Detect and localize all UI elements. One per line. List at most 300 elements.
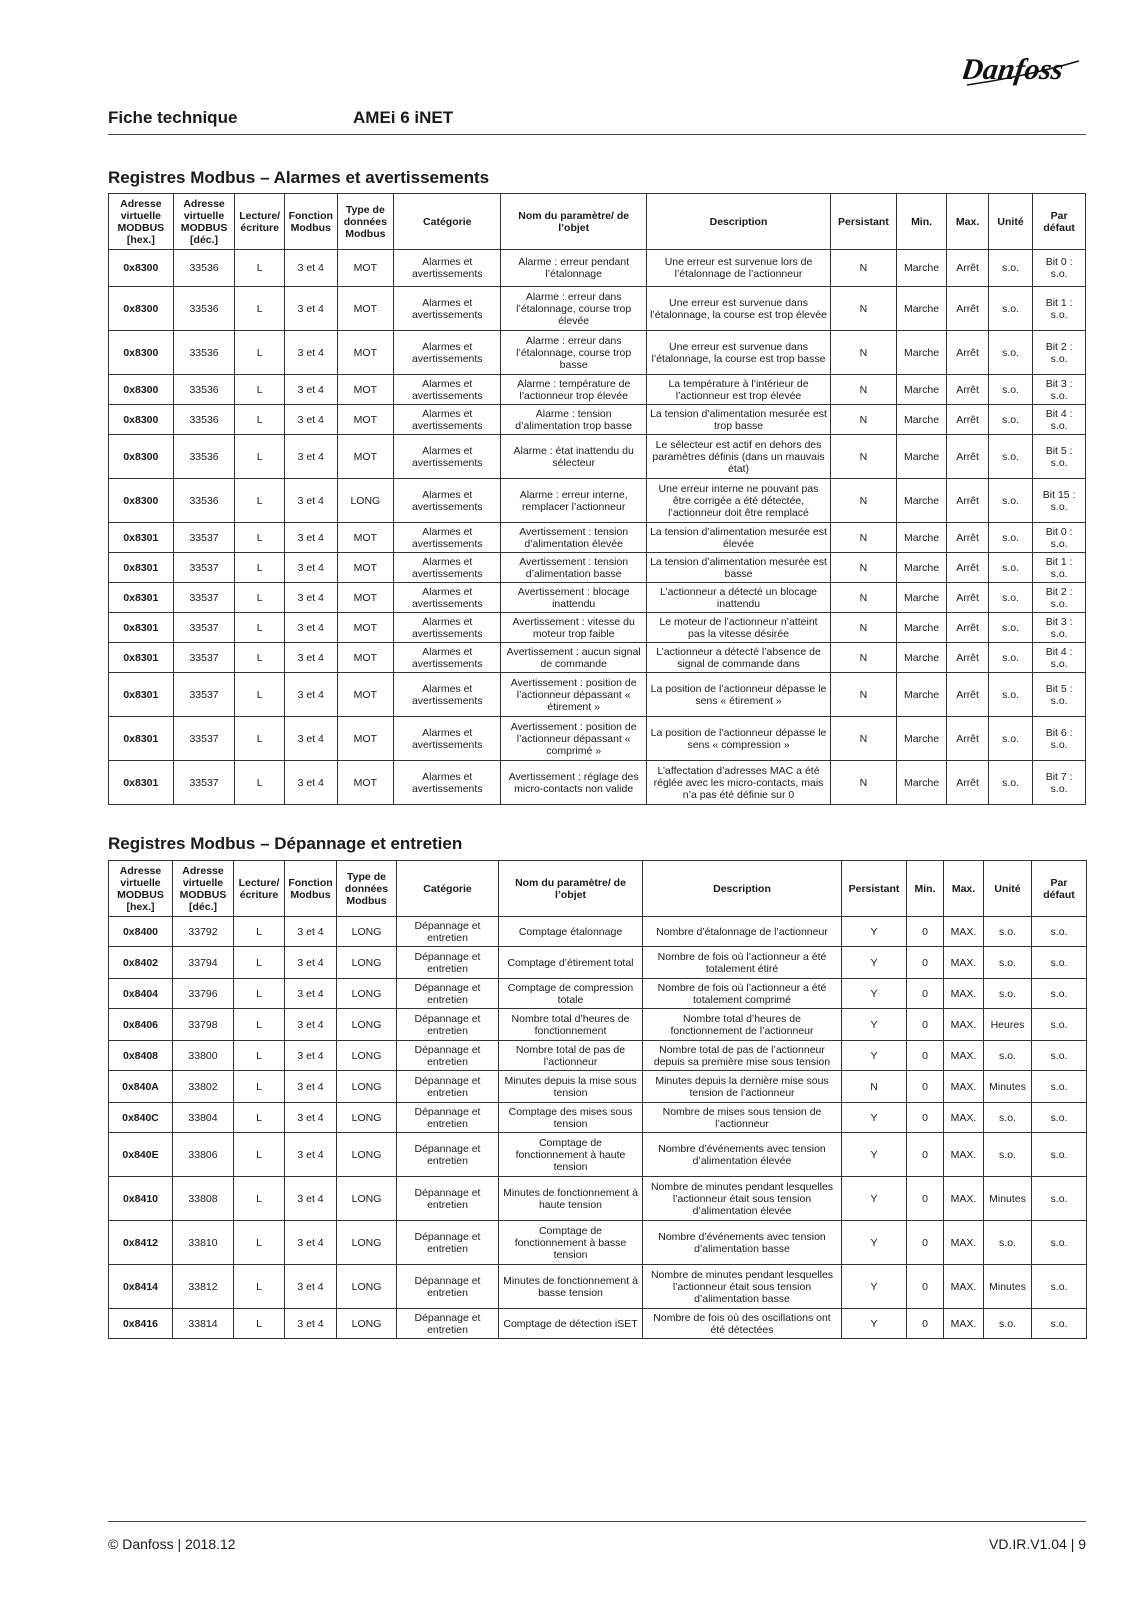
cell-modbus-function: 3 et 4: [285, 1071, 337, 1103]
col-header-addr-hex: Adresse virtuelle MODBUS [hex.]: [109, 194, 174, 250]
cell-max: MAX.: [944, 1103, 984, 1133]
cell-data-type: MOT: [337, 375, 394, 405]
table-row: [109, 250, 1086, 287]
cell-category: Dépannage et entretien: [397, 1009, 499, 1041]
cell-default: s.o.: [1032, 1177, 1087, 1221]
cell-default: Bit 3 : s.o.: [1033, 375, 1086, 405]
col-header-data-type: Type de données Modbus: [337, 194, 394, 250]
cell-min: 0: [907, 1309, 944, 1339]
cell-category: Alarmes et avertissements: [394, 479, 501, 523]
cell-description: Une erreur est survenue dans l’étalonnage, la course est trop élevée: [646, 287, 830, 331]
cell-default: s.o.: [1032, 917, 1087, 947]
cell-persistent: N: [831, 717, 897, 761]
cell-description: Nombre de minutes pendant lesquelles l’actionneur était sous tension d’alimentation élevée: [643, 1177, 842, 1221]
cell-modbus-function: 3 et 4: [284, 479, 337, 523]
cell-min: Marche: [896, 375, 947, 405]
cell-addr-dec: 33804: [173, 1103, 234, 1133]
cell-default: s.o.: [1032, 1309, 1087, 1339]
cell-modbus-function: 3 et 4: [284, 613, 337, 643]
cell-description: Nombre total de pas de l’actionneur depuis sa première mise sous tension: [643, 1041, 842, 1071]
cell-parameter-name: Comptage de détection iSET: [499, 1309, 643, 1339]
cell-max: MAX.: [944, 947, 984, 979]
cell-read-write: L: [235, 250, 285, 287]
cell-modbus-function: 3 et 4: [285, 1009, 337, 1041]
cell-addr-hex: 0x8301: [109, 583, 174, 613]
cell-addr-dec: 33808: [173, 1177, 234, 1221]
cell-addr-dec: 33536: [173, 405, 235, 435]
cell-default: Bit 15 : s.o.: [1033, 479, 1086, 523]
cell-data-type: MOT: [337, 673, 394, 717]
cell-parameter-name: Comptage de fonctionnement à haute tension: [499, 1133, 643, 1177]
cell-parameter-name: Avertissement : position de l’actionneur dépassant « comprimé »: [501, 717, 647, 761]
cell-unit: s.o.: [988, 643, 1033, 673]
cell-addr-dec: 33810: [173, 1221, 234, 1265]
cell-parameter-name: Avertissement : position de l’actionneur dépassant « étirement »: [501, 673, 647, 717]
cell-max: MAX.: [944, 1265, 984, 1309]
cell-min: Marche: [896, 717, 947, 761]
cell-modbus-function: 3 et 4: [285, 1309, 337, 1339]
cell-category: Alarmes et avertissements: [394, 643, 501, 673]
cell-read-write: L: [235, 405, 285, 435]
cell-data-type: MOT: [337, 553, 394, 583]
cell-category: Alarmes et avertissements: [394, 761, 501, 805]
cell-data-type: LONG: [337, 1265, 397, 1309]
section1-title: Registres Modbus – Alarmes et avertissements: [108, 168, 490, 187]
cell-max: Arrêt: [947, 479, 988, 523]
cell-description: Une erreur est survenue lors de l’étalonnage de l’actionneur: [646, 250, 830, 287]
cell-addr-dec: 33806: [173, 1133, 234, 1177]
col-header-min: Min.: [907, 861, 944, 917]
cell-min: Marche: [896, 643, 947, 673]
table-row: [109, 1103, 1087, 1133]
cell-data-type: LONG: [337, 917, 397, 947]
cell-category: Alarmes et avertissements: [394, 717, 501, 761]
table-row: [109, 673, 1086, 717]
cell-description: Nombre d’événements avec tension d’alimentation basse: [643, 1221, 842, 1265]
cell-read-write: L: [234, 1309, 285, 1339]
cell-min: 0: [907, 917, 944, 947]
cell-addr-hex: 0x8408: [109, 1041, 173, 1071]
cell-read-write: L: [235, 331, 285, 375]
cell-data-type: LONG: [337, 1309, 397, 1339]
cell-description: Le moteur de l’actionneur n’atteint pas la vitesse désirée: [646, 613, 830, 643]
cell-addr-dec: 33537: [173, 643, 235, 673]
col-header-read-write: Lecture/ écriture: [235, 194, 285, 250]
cell-description: La position de l’actionneur dépasse le sens « compression »: [646, 717, 830, 761]
cell-data-type: LONG: [337, 1133, 397, 1177]
cell-description: Nombre total d’heures de fonctionnement de l’actionneur: [643, 1009, 842, 1041]
cell-read-write: L: [234, 1103, 285, 1133]
document-header: [108, 108, 1086, 135]
cell-description: L’affectation d’adresses MAC a été réglée avec les micro-contacts, mais n’a pas été définie sur 0: [646, 761, 830, 805]
cell-description: La tension d’alimentation mesurée est basse: [646, 553, 830, 583]
cell-default: Bit 0 : s.o.: [1033, 523, 1086, 553]
cell-max: MAX.: [944, 1133, 984, 1177]
cell-addr-hex: 0x840C: [109, 1103, 173, 1133]
cell-min: 0: [907, 1103, 944, 1133]
cell-min: Marche: [896, 250, 947, 287]
cell-unit: s.o.: [984, 1133, 1032, 1177]
table-row: [109, 917, 1087, 947]
cell-read-write: L: [235, 287, 285, 331]
cell-persistent: N: [831, 331, 897, 375]
cell-category: Alarmes et avertissements: [394, 435, 501, 479]
cell-modbus-function: 3 et 4: [284, 761, 337, 805]
table-row: [109, 479, 1086, 523]
cell-min: Marche: [896, 523, 947, 553]
col-header-unit: Unité: [984, 861, 1032, 917]
cell-min: Marche: [896, 405, 947, 435]
cell-min: Marche: [896, 435, 947, 479]
cell-description: Nombre de minutes pendant lesquelles l’actionneur était sous tension d’alimentation basse: [643, 1265, 842, 1309]
cell-max: MAX.: [944, 1221, 984, 1265]
cell-persistent: N: [831, 250, 897, 287]
cell-unit: s.o.: [988, 553, 1033, 583]
cell-unit: s.o.: [988, 479, 1033, 523]
cell-description: Nombre de fois où l’actionneur a été totalement comprimé: [643, 979, 842, 1009]
table-row: [109, 287, 1086, 331]
cell-unit: s.o.: [988, 435, 1033, 479]
cell-min: 0: [907, 1071, 944, 1103]
cell-default: Bit 1 : s.o.: [1033, 287, 1086, 331]
cell-unit: Minutes: [984, 1265, 1032, 1309]
cell-max: MAX.: [944, 979, 984, 1009]
cell-persistent: N: [831, 673, 897, 717]
cell-read-write: L: [235, 553, 285, 583]
cell-addr-hex: 0x8301: [109, 717, 174, 761]
cell-category: Alarmes et avertissements: [394, 331, 501, 375]
cell-addr-hex: 0x840A: [109, 1071, 173, 1103]
cell-addr-hex: 0x8300: [109, 375, 174, 405]
cell-default: s.o.: [1032, 947, 1087, 979]
cell-addr-dec: 33536: [173, 331, 235, 375]
cell-unit: s.o.: [988, 250, 1033, 287]
cell-category: Alarmes et avertissements: [394, 673, 501, 717]
cell-category: Dépannage et entretien: [397, 947, 499, 979]
cell-description: La position de l’actionneur dépasse le sens « étirement »: [646, 673, 830, 717]
cell-parameter-name: Comptage de compression totale: [499, 979, 643, 1009]
cell-parameter-name: Minutes de fonctionnement à haute tension: [499, 1177, 643, 1221]
cell-parameter-name: Avertissement : tension d’alimentation élevée: [501, 523, 647, 553]
cell-default: Bit 2 : s.o.: [1033, 331, 1086, 375]
cell-max: Arrêt: [947, 435, 988, 479]
cell-parameter-name: Alarme : état inattendu du sélecteur: [501, 435, 647, 479]
cell-max: Arrêt: [947, 553, 988, 583]
cell-modbus-function: 3 et 4: [285, 1133, 337, 1177]
cell-read-write: L: [234, 1071, 285, 1103]
footer-doc-ref: VD.IR.V1.04 | 9: [988, 1536, 1086, 1552]
cell-default: s.o.: [1032, 1071, 1087, 1103]
cell-persistent: N: [831, 435, 897, 479]
cell-data-type: MOT: [337, 435, 394, 479]
cell-parameter-name: Alarme : erreur interne, remplacer l’actionneur: [501, 479, 647, 523]
cell-description: L’actionneur a détecté un blocage inattendu: [646, 583, 830, 613]
cell-default: s.o.: [1032, 1103, 1087, 1133]
cell-parameter-name: Alarme : erreur dans l’étalonnage, course trop élevée: [501, 287, 647, 331]
cell-parameter-name: Nombre total d’heures de fonctionnement: [499, 1009, 643, 1041]
cell-modbus-function: 3 et 4: [284, 331, 337, 375]
cell-description: L’actionneur a détecté l’absence de signal de commande dans: [646, 643, 830, 673]
cell-data-type: MOT: [337, 613, 394, 643]
table-row: [109, 331, 1086, 375]
col-header-persistent: Persistant: [831, 194, 897, 250]
col-header-min: Min.: [896, 194, 947, 250]
cell-modbus-function: 3 et 4: [284, 287, 337, 331]
cell-max: MAX.: [944, 917, 984, 947]
cell-modbus-function: 3 et 4: [284, 375, 337, 405]
col-header-data-type: Type de données Modbus: [337, 861, 397, 917]
cell-persistent: Y: [842, 1221, 907, 1265]
cell-default: Bit 4 : s.o.: [1033, 405, 1086, 435]
cell-modbus-function: 3 et 4: [284, 250, 337, 287]
cell-addr-dec: 33802: [173, 1071, 234, 1103]
cell-persistent: N: [831, 287, 897, 331]
cell-modbus-function: 3 et 4: [284, 405, 337, 435]
cell-unit: s.o.: [988, 673, 1033, 717]
table-row: [109, 643, 1086, 673]
cell-addr-dec: 33536: [173, 375, 235, 405]
table-row: [109, 553, 1086, 583]
cell-read-write: L: [234, 947, 285, 979]
table-row: [109, 1221, 1087, 1265]
cell-persistent: N: [831, 553, 897, 583]
cell-persistent: N: [831, 613, 897, 643]
cell-max: Arrêt: [947, 287, 988, 331]
col-header-addr-dec: Adresse virtuelle MODBUS [déc.]: [173, 194, 235, 250]
cell-default: s.o.: [1032, 1041, 1087, 1071]
cell-category: Dépannage et entretien: [397, 979, 499, 1009]
cell-persistent: Y: [842, 1009, 907, 1041]
cell-max: Arrêt: [947, 405, 988, 435]
cell-addr-hex: 0x8404: [109, 979, 173, 1009]
cell-category: Alarmes et avertissements: [394, 250, 501, 287]
cell-description: La tension d’alimentation mesurée est élevée: [646, 523, 830, 553]
table-row: [109, 1133, 1087, 1177]
cell-default: Bit 5 : s.o.: [1033, 435, 1086, 479]
col-header-modbus-function: Fonction Modbus: [285, 861, 337, 917]
cell-unit: s.o.: [988, 583, 1033, 613]
cell-parameter-name: Minutes de fonctionnement à basse tension: [499, 1265, 643, 1309]
cell-persistent: Y: [842, 947, 907, 979]
cell-default: s.o.: [1032, 1221, 1087, 1265]
cell-addr-dec: 33796: [173, 979, 234, 1009]
cell-max: Arrêt: [947, 643, 988, 673]
cell-data-type: MOT: [337, 287, 394, 331]
cell-modbus-function: 3 et 4: [285, 979, 337, 1009]
cell-addr-hex: 0x8300: [109, 331, 174, 375]
cell-data-type: LONG: [337, 979, 397, 1009]
col-header-parameter-name: Nom du paramètre/ de l’objet: [499, 861, 643, 917]
cell-min: Marche: [896, 287, 947, 331]
cell-modbus-function: 3 et 4: [284, 717, 337, 761]
cell-read-write: L: [235, 761, 285, 805]
cell-category: Dépannage et entretien: [397, 1133, 499, 1177]
footer-copyright: © Danfoss | 2018.12: [108, 1536, 236, 1552]
cell-addr-dec: 33800: [173, 1041, 234, 1071]
cell-modbus-function: 3 et 4: [285, 1177, 337, 1221]
cell-persistent: Y: [842, 1133, 907, 1177]
cell-description: La température à l’intérieur de l’actionneur est trop élevée: [646, 375, 830, 405]
cell-parameter-name: Avertissement : vitesse du moteur trop faible: [501, 613, 647, 643]
cell-category: Dépannage et entretien: [397, 1309, 499, 1339]
table-row: [109, 405, 1086, 435]
col-header-modbus-function: Fonction Modbus: [284, 194, 337, 250]
cell-unit: s.o.: [984, 1041, 1032, 1071]
alarms-warnings-table: [108, 193, 1086, 805]
cell-default: Bit 5 : s.o.: [1033, 673, 1086, 717]
col-header-category: Catégorie: [397, 861, 499, 917]
cell-read-write: L: [235, 523, 285, 553]
cell-category: Alarmes et avertissements: [394, 405, 501, 435]
cell-max: Arrêt: [947, 583, 988, 613]
cell-persistent: N: [831, 643, 897, 673]
cell-default: s.o.: [1032, 1265, 1087, 1309]
cell-read-write: L: [235, 479, 285, 523]
cell-parameter-name: Comptage d’étirement total: [499, 947, 643, 979]
cell-category: Alarmes et avertissements: [394, 287, 501, 331]
cell-description: Nombre de fois où l’actionneur a été totalement étiré: [643, 947, 842, 979]
cell-category: Dépannage et entretien: [397, 1071, 499, 1103]
cell-unit: s.o.: [988, 717, 1033, 761]
cell-persistent: Y: [842, 917, 907, 947]
page-footer: [108, 1521, 1086, 1552]
cell-addr-dec: 33814: [173, 1309, 234, 1339]
cell-persistent: N: [831, 761, 897, 805]
cell-persistent: N: [842, 1071, 907, 1103]
cell-unit: s.o.: [984, 1103, 1032, 1133]
cell-addr-dec: 33536: [173, 479, 235, 523]
cell-min: Marche: [896, 553, 947, 583]
cell-addr-hex: 0x8300: [109, 479, 174, 523]
cell-persistent: Y: [842, 1309, 907, 1339]
cell-addr-dec: 33794: [173, 947, 234, 979]
cell-min: Marche: [896, 583, 947, 613]
danfoss-logo-mark: [963, 45, 1083, 93]
cell-addr-hex: 0x8301: [109, 613, 174, 643]
cell-read-write: L: [234, 1221, 285, 1265]
cell-max: Arrêt: [947, 331, 988, 375]
col-header-parameter-name: Nom du paramètre/ de l’objet: [501, 194, 647, 250]
cell-addr-dec: 33537: [173, 613, 235, 643]
product-name: AMEi 6 iNET: [353, 108, 454, 127]
doc-type: Fiche technique: [108, 108, 238, 127]
cell-addr-dec: 33792: [173, 917, 234, 947]
cell-parameter-name: Alarme : tension d’alimentation trop basse: [501, 405, 647, 435]
cell-persistent: Y: [842, 1265, 907, 1309]
cell-description: Nombre de fois où des oscillations ont été détectées: [643, 1309, 842, 1339]
cell-parameter-name: Alarme : température de l’actionneur trop élevée: [501, 375, 647, 405]
cell-addr-hex: 0x8300: [109, 435, 174, 479]
cell-addr-hex: 0x8402: [109, 947, 173, 979]
cell-read-write: L: [234, 1133, 285, 1177]
danfoss-logo: [963, 45, 1083, 93]
cell-unit: s.o.: [984, 1309, 1032, 1339]
col-header-unit: Unité: [988, 194, 1033, 250]
cell-category: Dépannage et entretien: [397, 1221, 499, 1265]
logo-wordmark: Danfoss: [963, 52, 1066, 86]
cell-category: Alarmes et avertissements: [394, 523, 501, 553]
cell-addr-hex: 0x8400: [109, 917, 173, 947]
cell-max: MAX.: [944, 1177, 984, 1221]
cell-description: Nombre de mises sous tension de l’actionneur: [643, 1103, 842, 1133]
cell-data-type: LONG: [337, 1041, 397, 1071]
cell-parameter-name: Avertissement : aucun signal de commande: [501, 643, 647, 673]
cell-default: Bit 7 : s.o.: [1033, 761, 1086, 805]
cell-unit: Minutes: [984, 1177, 1032, 1221]
cell-read-write: L: [234, 1265, 285, 1309]
cell-addr-dec: 33536: [173, 250, 235, 287]
cell-modbus-function: 3 et 4: [285, 917, 337, 947]
cell-category: Dépannage et entretien: [397, 1265, 499, 1309]
cell-unit: Heures: [984, 1009, 1032, 1041]
cell-read-write: L: [235, 673, 285, 717]
cell-addr-dec: 33798: [173, 1009, 234, 1041]
cell-unit: s.o.: [988, 375, 1033, 405]
cell-addr-hex: 0x840E: [109, 1133, 173, 1177]
cell-min: 0: [907, 947, 944, 979]
cell-parameter-name: Alarme : erreur dans l’étalonnage, course trop basse: [501, 331, 647, 375]
cell-data-type: MOT: [337, 405, 394, 435]
cell-unit: s.o.: [984, 979, 1032, 1009]
cell-min: 0: [907, 1041, 944, 1071]
cell-category: Dépannage et entretien: [397, 917, 499, 947]
cell-max: Arrêt: [947, 375, 988, 405]
cell-unit: s.o.: [988, 405, 1033, 435]
cell-unit: s.o.: [984, 1221, 1032, 1265]
cell-addr-dec: 33536: [173, 435, 235, 479]
cell-read-write: L: [234, 1009, 285, 1041]
cell-persistent: N: [831, 583, 897, 613]
header-row: [109, 861, 1087, 917]
cell-data-type: LONG: [337, 1071, 397, 1103]
col-header-default: Par défaut: [1033, 194, 1086, 250]
cell-min: 0: [907, 1221, 944, 1265]
cell-data-type: MOT: [337, 331, 394, 375]
cell-description: La tension d’alimentation mesurée est trop basse: [646, 405, 830, 435]
cell-data-type: MOT: [337, 643, 394, 673]
table-row: [109, 583, 1086, 613]
cell-addr-hex: 0x8414: [109, 1265, 173, 1309]
table-row: [109, 947, 1087, 979]
cell-unit: s.o.: [988, 613, 1033, 643]
cell-read-write: L: [235, 435, 285, 479]
cell-data-type: MOT: [337, 717, 394, 761]
cell-data-type: LONG: [337, 1177, 397, 1221]
cell-addr-hex: 0x8412: [109, 1221, 173, 1265]
cell-modbus-function: 3 et 4: [285, 1265, 337, 1309]
cell-persistent: N: [831, 479, 897, 523]
cell-default: Bit 0 : s.o.: [1033, 250, 1086, 287]
table-row: [109, 1177, 1087, 1221]
cell-min: 0: [907, 1009, 944, 1041]
cell-category: Dépannage et entretien: [397, 1041, 499, 1071]
table-row: [109, 1071, 1087, 1103]
cell-unit: s.o.: [984, 917, 1032, 947]
cell-modbus-function: 3 et 4: [285, 1103, 337, 1133]
cell-parameter-name: Comptage étalonnage: [499, 917, 643, 947]
cell-min: 0: [907, 1177, 944, 1221]
cell-min: 0: [907, 1265, 944, 1309]
col-header-description: Description: [646, 194, 830, 250]
col-header-category: Catégorie: [394, 194, 501, 250]
cell-read-write: L: [234, 1041, 285, 1071]
cell-default: Bit 2 : s.o.: [1033, 583, 1086, 613]
cell-addr-dec: 33537: [173, 673, 235, 717]
table-row: [109, 979, 1087, 1009]
col-header-persistent: Persistant: [842, 861, 907, 917]
troubleshooting-maintenance-table: [108, 860, 1087, 1339]
table-row: [109, 1265, 1087, 1309]
